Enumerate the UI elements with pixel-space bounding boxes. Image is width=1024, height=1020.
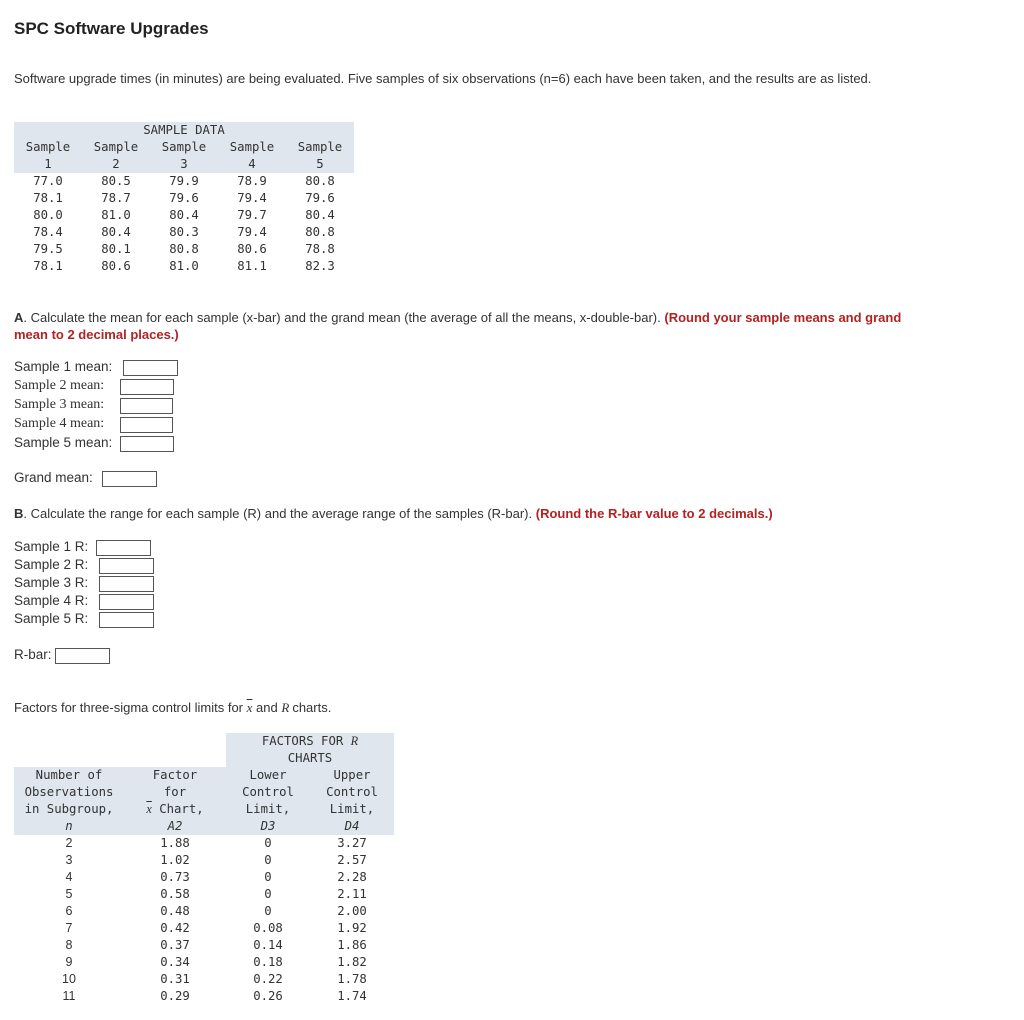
col-d3-header: Control — [242, 785, 294, 799]
table-cell: 0.18 — [253, 955, 283, 969]
table-row — [14, 971, 394, 988]
col-n-header: Observations — [24, 785, 114, 799]
table-cell: 3.27 — [337, 836, 367, 850]
table-cell: 0.26 — [253, 989, 283, 1003]
table-cell: 80.4 — [169, 208, 199, 222]
col-d3-header: Limit, — [245, 802, 291, 816]
table-cell: 79.7 — [237, 208, 267, 222]
grand-mean-label: Grand mean: — [14, 470, 93, 485]
table-cell: 7 — [65, 921, 73, 935]
table-cell: 8 — [65, 938, 73, 952]
sample-5-mean-label: Sample 5 mean: — [14, 435, 113, 450]
table-cell: 0.22 — [253, 972, 283, 986]
sample-4-r-label: Sample 4 R: — [14, 593, 89, 608]
table-row — [14, 954, 394, 971]
col-d3-symbol: D3 — [260, 819, 276, 833]
table-cell: 81.0 — [101, 208, 131, 222]
factors-group-header-text: FACTORS FOR — [261, 734, 344, 748]
table-cell: 80.4 — [305, 208, 335, 222]
table-cell: 78.7 — [101, 191, 131, 205]
col-n-header: Number of — [35, 768, 103, 782]
table-cell: 2.11 — [337, 887, 367, 901]
table-cell: 9 — [65, 955, 73, 969]
table-cell: 79.6 — [169, 191, 199, 205]
sample-header-num: 5 — [316, 157, 324, 171]
table-cell: 0 — [264, 904, 272, 918]
sample-1-mean-input[interactable] — [123, 360, 178, 376]
table-cell: 78.9 — [237, 174, 267, 188]
table-cell: 10 — [62, 972, 76, 986]
sample-1-r-label: Sample 1 R: — [14, 539, 89, 554]
table-cell: 79.4 — [237, 191, 267, 205]
part-a-note: (Round your sample means and grand mean to 2 decimal places.) — [14, 310, 902, 342]
table-cell: 1.92 — [337, 921, 367, 935]
sample-header-top: Sample — [229, 140, 275, 154]
table-cell: 0.29 — [160, 989, 190, 1003]
table-cell: 80.5 — [101, 174, 131, 188]
table-cell: 11 — [62, 989, 76, 1003]
table-cell: 80.0 — [33, 208, 63, 222]
part-b-text: . Calculate the range for each sample (R) and the average range of the samples (R-bar). — [23, 506, 533, 521]
table-cell: 1.02 — [160, 853, 190, 867]
part-a-question — [14, 309, 904, 343]
table-cell: 1.74 — [337, 989, 367, 1003]
x-bar-symbol: $\overline{x}$ — [246, 700, 253, 715]
sample-header-top: Sample — [93, 140, 139, 154]
col-n-symbol: n — [65, 819, 73, 833]
sample-header-num: 2 — [112, 157, 120, 171]
table-cell: 1.82 — [337, 955, 367, 969]
sample-3-r-input[interactable] — [99, 576, 154, 592]
table-row — [14, 835, 394, 852]
sample-5-r-label: Sample 5 R: — [14, 611, 89, 626]
table-cell: 0 — [264, 836, 272, 850]
table-row — [14, 920, 394, 937]
table-cell: 6 — [65, 904, 73, 918]
sample-5-r-input[interactable] — [99, 612, 154, 628]
table-row — [14, 190, 354, 207]
table-cell: 79.4 — [237, 225, 267, 239]
table-cell: 0.37 — [160, 938, 190, 952]
table-cell: 80.8 — [305, 225, 335, 239]
table-cell: 2 — [65, 836, 73, 850]
table-cell: 80.8 — [169, 242, 199, 256]
table-cell: 0 — [264, 853, 272, 867]
factors-caption-after: charts. — [292, 700, 332, 715]
col-a2-header: Factor — [152, 768, 198, 782]
table-cell: 80.1 — [101, 242, 131, 256]
part-b-note: (Round the R-bar value to 2 decimals.) — [535, 506, 773, 521]
sample-1-r-input[interactable] — [96, 540, 151, 556]
part-a-prefix: A — [14, 310, 24, 325]
table-row — [14, 903, 394, 920]
table-cell: 82.3 — [305, 259, 335, 273]
grand-mean-input[interactable] — [102, 471, 157, 487]
sample-2-r-input[interactable] — [99, 558, 154, 574]
sample-5-mean-input[interactable] — [120, 436, 174, 452]
sample-2-mean-input[interactable] — [120, 379, 174, 395]
x-bar-symbol: $\overline{x}$ — [146, 802, 152, 816]
table-row — [14, 241, 354, 258]
table-cell: 0.08 — [253, 921, 283, 935]
sample-table-caption: SAMPLE DATA — [143, 123, 225, 137]
table-cell: 78.1 — [33, 191, 63, 205]
sample-4-mean-label: Sample 4 mean: — [14, 416, 105, 431]
col-a2-header-chart: Chart, — [159, 802, 204, 816]
col-d4-header: Limit, — [329, 802, 375, 816]
table-cell: 80.6 — [237, 242, 267, 256]
sample-1-mean-label: Sample 1 mean: — [14, 359, 113, 374]
sample-header-num: 3 — [180, 157, 188, 171]
r-bar-input[interactable] — [55, 648, 110, 664]
factors-caption — [14, 699, 331, 716]
table-row — [14, 988, 394, 1005]
r-bar-label: R-bar: — [14, 647, 52, 662]
table-cell: 1.88 — [160, 836, 190, 850]
sample-4-r-input[interactable] — [99, 594, 154, 610]
sample-4-mean-input[interactable] — [120, 417, 173, 433]
table-cell: 0.31 — [160, 972, 190, 986]
table-cell: 4 — [65, 870, 73, 884]
table-cell: 80.3 — [169, 225, 199, 239]
sample-header-top: Sample — [297, 140, 343, 154]
table-cell: 2.57 — [337, 853, 367, 867]
sample-2-mean-label: Sample 2 mean: — [14, 378, 105, 393]
table-row — [14, 937, 394, 954]
table-row — [14, 869, 394, 886]
intro-text: Software upgrade times (in minutes) are being evaluated. Five samples of six observations (n=6) each have been taken, and the results are as listed. — [14, 71, 872, 86]
table-row — [14, 207, 354, 224]
col-a2-header: for — [163, 785, 187, 799]
col-a2-symbol: A2 — [167, 819, 183, 833]
table-cell: 5 — [65, 887, 73, 901]
part-b-question — [14, 505, 914, 522]
table-cell: 0.48 — [160, 904, 190, 918]
table-row — [14, 258, 354, 275]
table-cell: 0.58 — [160, 887, 190, 901]
factors-group-header-2: CHARTS — [226, 750, 394, 767]
table-cell: 80.4 — [101, 225, 131, 239]
table-cell: 80.8 — [305, 174, 335, 188]
table-cell: 81.1 — [237, 259, 267, 273]
table-cell: 0.34 — [160, 955, 190, 969]
col-d4-symbol: D4 — [344, 819, 360, 833]
sample-header-num: 1 — [44, 157, 52, 171]
page-title: SPC Software Upgrades — [14, 19, 209, 38]
table-cell: 79.6 — [305, 191, 335, 205]
col-d4-header: Control — [326, 785, 378, 799]
col-d3-header: Lower — [249, 768, 287, 782]
col-a2-header — [124, 801, 226, 818]
col-d4-header: Upper — [333, 768, 371, 782]
table-row — [14, 852, 394, 869]
table-cell: 78.8 — [305, 242, 335, 256]
table-cell: 0.42 — [160, 921, 190, 935]
r-symbol: R — [281, 700, 290, 715]
part-a-text: . Calculate the mean for each sample (x-bar) and the grand mean (the average of all the means, x-double-bar). — [23, 310, 661, 325]
table-cell: 1.86 — [337, 938, 367, 952]
factors-table — [14, 733, 394, 1005]
table-row — [14, 173, 354, 190]
sample-header-num: 4 — [248, 157, 256, 171]
table-cell: 0 — [264, 887, 272, 901]
table-cell: 3 — [65, 853, 73, 867]
factors-caption-before: Factors for three-sigma control limits for — [14, 700, 244, 715]
table-cell: 77.0 — [33, 174, 63, 188]
factors-group-header — [226, 733, 394, 750]
sample-3-mean-label: Sample 3 mean: — [14, 397, 105, 412]
table-cell: 78.1 — [33, 259, 63, 273]
sample-2-r-label: Sample 2 R: — [14, 557, 89, 572]
table-cell: 0.14 — [253, 938, 283, 952]
col-n-header: in Subgroup, — [24, 802, 114, 816]
sample-3-mean-input[interactable] — [120, 398, 173, 414]
sample-header-top: Sample — [161, 140, 207, 154]
table-row — [14, 224, 354, 241]
table-row — [14, 886, 394, 903]
sample-data-table — [14, 122, 354, 275]
sample-header-top: Sample — [25, 140, 71, 154]
table-cell: 79.9 — [169, 174, 199, 188]
factors-caption-middle: and — [256, 700, 278, 715]
table-cell: 78.4 — [33, 225, 63, 239]
table-cell: 0 — [264, 870, 272, 884]
table-cell: 2.28 — [337, 870, 367, 884]
factors-group-header-r: R — [350, 734, 359, 748]
table-cell: 81.0 — [169, 259, 199, 273]
sample-3-r-label: Sample 3 R: — [14, 575, 89, 590]
table-cell: 1.78 — [337, 972, 367, 986]
part-b-prefix: B — [14, 506, 24, 521]
table-cell: 2.00 — [337, 904, 367, 918]
table-cell: 80.6 — [101, 259, 131, 273]
table-cell: 79.5 — [33, 242, 63, 256]
table-cell: 0.73 — [160, 870, 190, 884]
